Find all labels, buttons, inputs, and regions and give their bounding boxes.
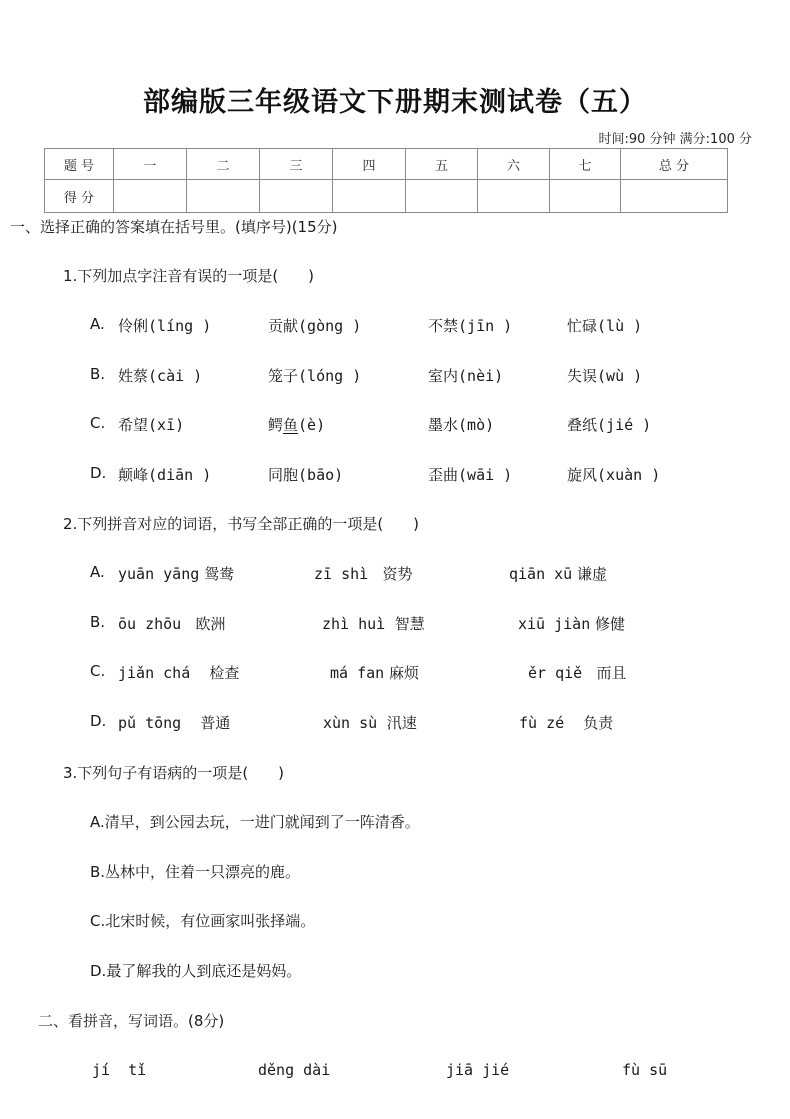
word: 资势 (382, 565, 413, 583)
q1-a-item-4 (567, 315, 642, 336)
score-cell[interactable] (114, 180, 187, 213)
word: 检查 (209, 664, 240, 682)
q3-option-c: C.北宋时候，有位画家叫张择端。 (90, 912, 316, 930)
pinyin-word-2: děng dài (258, 1061, 331, 1079)
pinyin: pǔ tōng (118, 714, 182, 732)
col-header: 二 (187, 149, 260, 180)
word: 欧洲 (195, 615, 226, 633)
word: 伶俐 (118, 317, 149, 335)
paren-close: ) (413, 515, 420, 533)
q1-a-item-1 (118, 315, 211, 336)
score-cell-total[interactable] (621, 180, 728, 213)
word: 忙碌 (567, 317, 598, 335)
score-table-score-row (45, 180, 728, 213)
q2-b-item-2 (322, 613, 425, 634)
word: 贡献 (268, 317, 299, 335)
q2-b-item-1 (118, 613, 226, 634)
word: 颠峰 (118, 466, 149, 484)
col-header: 五 (406, 149, 478, 180)
pinyin: (wù ) (597, 367, 643, 385)
pinyin: (líng ) (148, 317, 212, 335)
pinyin: ěr qiě (528, 664, 583, 682)
q1-c-item-1 (118, 414, 184, 435)
q1-d-item-1 (118, 464, 211, 485)
q2-option-b-label: B. (90, 613, 106, 631)
q1-c-item-4 (567, 414, 651, 435)
q2-c-item-1 (118, 662, 239, 683)
word: 修健 (595, 615, 626, 633)
word: 鸳鸯 (204, 565, 235, 583)
q2-option-a-label: A. (90, 563, 105, 581)
pinyin-word-1: jí tǐ (92, 1061, 147, 1079)
word: 汛速 (386, 714, 417, 732)
q1-b-item-4 (567, 365, 642, 386)
word: 智慧 (394, 615, 425, 633)
exam-meta: 时间:90 分钟 满分:100 分 (598, 132, 752, 147)
pinyin: (jīn ) (458, 317, 513, 335)
question-1-stem (63, 265, 314, 286)
paren-close: ) (278, 764, 285, 782)
word: 笼子 (268, 367, 299, 385)
word: 旋风 (567, 466, 598, 484)
pinyin: (lóng ) (298, 367, 362, 385)
word: 歪曲 (428, 466, 459, 484)
word: 而且 (596, 664, 627, 682)
q1-d-item-2 (268, 464, 343, 485)
section-2-heading: 二、看拼音，写词语。(8分) (38, 1012, 225, 1030)
pinyin: zī shì (314, 565, 369, 583)
pinyin: (xī) (148, 416, 185, 434)
col-header-total: 总 分 (621, 149, 728, 180)
q2-b-item-3 (518, 613, 625, 634)
pinyin: (wāi ) (458, 466, 513, 484)
col-header: 三 (260, 149, 333, 180)
col-header: 一 (114, 149, 187, 180)
pinyin: (diān ) (148, 466, 212, 484)
pinyin: (jié ) (597, 416, 652, 434)
q1-c-item-2 (268, 414, 325, 435)
q3-option-b: B.丛林中，住着一只漂亮的鹿。 (90, 863, 301, 881)
q1-d-item-3 (428, 464, 512, 485)
word: 姓蔡 (118, 367, 149, 385)
q1-a-item-2 (268, 315, 361, 336)
q1-option-c-label: C. (90, 414, 106, 432)
pinyin: (xuàn ) (597, 466, 661, 484)
question-stem-text: 3.下列句子有语病的一项是( (63, 764, 249, 782)
pinyin-word-4: fù sū (622, 1061, 668, 1079)
pinyin: xùn sù (323, 714, 378, 732)
row-label-score: 得 分 (45, 180, 114, 213)
pinyin: (bāo) (298, 466, 344, 484)
q1-b-item-3 (428, 365, 503, 386)
word: 希望 (118, 416, 149, 434)
pinyin: (cài ) (148, 367, 203, 385)
paren-close: ) (308, 267, 315, 285)
word: 鳄 (268, 416, 284, 434)
q2-a-item-1 (118, 563, 234, 584)
q1-d-item-4 (567, 464, 660, 485)
col-header: 六 (478, 149, 550, 180)
q2-c-item-2 (330, 662, 419, 683)
pinyin: (gòng ) (298, 317, 362, 335)
pinyin: (lù ) (597, 317, 643, 335)
pinyin: xiū jiàn (518, 615, 591, 633)
word: 叠纸 (567, 416, 598, 434)
q1-option-d-label: D. (90, 464, 107, 482)
word: 谦虚 (577, 565, 608, 583)
pinyin: zhì huì (322, 615, 386, 633)
q3-option-d: D.最了解我的人到底还是妈妈。 (90, 962, 302, 980)
q1-a-item-3 (428, 315, 512, 336)
word-underlined: 鱼 (283, 416, 299, 434)
pinyin: má fan (330, 664, 385, 682)
question-stem-text: 2.下列拼音对应的词语，书写全部正确的一项是( (63, 515, 384, 533)
q2-d-item-1 (118, 712, 230, 733)
q2-option-d-label: D. (90, 712, 107, 730)
q2-c-item-3 (528, 662, 627, 683)
section-1-heading: 一、选择正确的答案填在括号里。(填序号)(15分) (10, 218, 338, 236)
question-2-stem (63, 513, 419, 534)
q2-a-item-2 (314, 563, 413, 584)
q1-option-a-label: A. (90, 315, 105, 333)
pinyin: (è) (298, 416, 326, 434)
score-cell[interactable] (260, 180, 333, 213)
q1-b-item-1 (118, 365, 202, 386)
question-stem-text: 1.下列加点字注音有误的一项是( (63, 267, 279, 285)
word: 同胞 (268, 466, 299, 484)
q2-a-item-3 (509, 563, 607, 584)
q1-option-b-label: B. (90, 365, 106, 383)
pinyin: (mò) (458, 416, 495, 434)
page-title: 部编版三年级语文下册期末测试卷（五） (143, 87, 647, 118)
q2-option-c-label: C. (90, 662, 106, 680)
score-table-header-row (45, 149, 728, 180)
score-cell[interactable] (550, 180, 621, 213)
q3-option-a: A.清早，到公园去玩，一进门就闻到了一阵清香。 (90, 813, 420, 831)
pinyin: jiǎn chá (118, 664, 191, 682)
pinyin: ōu zhōu (118, 615, 182, 633)
col-header: 七 (550, 149, 621, 180)
word: 普通 (200, 714, 231, 732)
word: 不禁 (428, 317, 459, 335)
q2-d-item-2 (323, 712, 417, 733)
pinyin: yuān yāng (118, 565, 200, 583)
pinyin-word-3: jiā jié (446, 1061, 510, 1079)
score-cell[interactable] (478, 180, 550, 213)
score-cell[interactable] (406, 180, 478, 213)
word: 墨水 (428, 416, 459, 434)
pinyin: (nèi) (458, 367, 504, 385)
col-header: 四 (333, 149, 406, 180)
q1-c-item-3 (428, 414, 494, 435)
word: 室内 (428, 367, 459, 385)
word: 负责 (583, 714, 614, 732)
word: 失误 (567, 367, 598, 385)
row-label-question-no: 题 号 (45, 149, 114, 180)
pinyin: fù zé (519, 714, 565, 732)
pinyin: qiān xū (509, 565, 573, 583)
score-table (44, 148, 728, 213)
word: 麻烦 (388, 664, 419, 682)
question-3-stem (63, 762, 284, 783)
q2-d-item-3 (519, 712, 613, 733)
score-cell[interactable] (187, 180, 260, 213)
q1-b-item-2 (268, 365, 361, 386)
score-cell[interactable] (333, 180, 406, 213)
